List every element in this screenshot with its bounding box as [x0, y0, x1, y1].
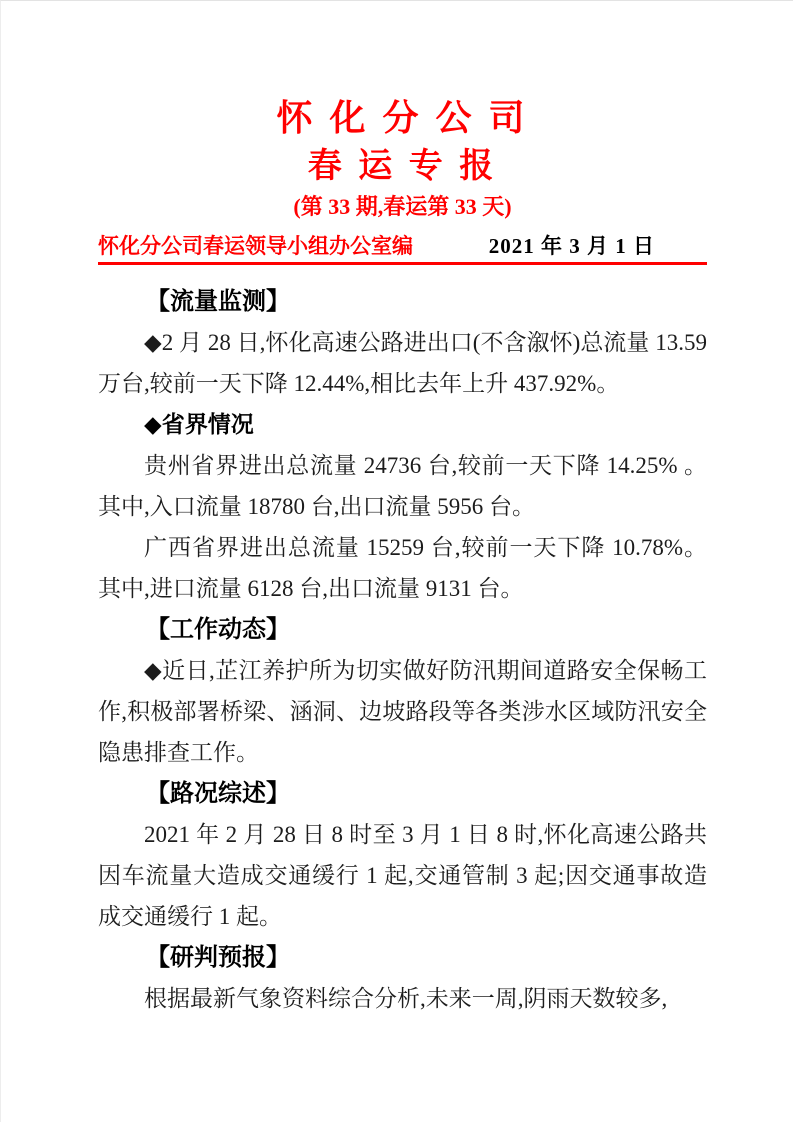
paragraph: 2021 年 2 月 28 日 8 时至 3 月 1 日 8 时,怀化高速公路共因车流量大造成交通缓行 1 起,交通管制 3 起;因交通事故造成交通缓行 1 起。 — [98, 822, 707, 929]
subheading-provincial-border: ◆省界情况 — [144, 412, 254, 437]
editor-office-label: 怀化分公司春运领导小组办公室编 — [98, 234, 413, 258]
publish-date: 2021 年 3 月 1 日 — [488, 234, 655, 258]
report-title: 春 运 专 报 — [307, 148, 498, 185]
issue-line: (第 33 期,春运第 33 天) — [293, 194, 512, 219]
masthead — [98, 233, 707, 259]
paragraph: ◆近日,芷江养护所为切实做好防汛期间道路安全保畅工作,积极部署桥梁、涵洞、边坡路段等各类涉水区域防汛安全隐患排查工作。 — [98, 658, 707, 765]
red-divider-rule — [98, 262, 707, 265]
report-header — [98, 95, 707, 221]
paragraph: 贵州省界进出总流量 24736 台,较前一天下降 14.25% 。其中,入口流量 18780 台,出口流量 5956 台。 — [98, 453, 707, 519]
paragraph: 根据最新气象资料综合分析,未来一周,阴雨天数较多, — [144, 986, 668, 1011]
section-heading-work-updates: 【工作动态】 — [146, 616, 290, 643]
section-heading-road-conditions: 【路况综述】 — [146, 780, 290, 807]
report-body — [98, 281, 707, 1019]
paragraph: 广西省界进出总流量 15259 台,较前一天下降 10.78%。其中,进口流量 6128 台,出口流量 9131 台。 — [98, 535, 707, 601]
paragraph: ◆2 月 28 日,怀化高速公路进出口(不含溆怀)总流量 13.59 万台,较前一天下降 12.44%,相比去年上升 437.92%。 — [98, 330, 707, 396]
company-title: 怀 化 分 公 司 — [276, 98, 529, 138]
section-heading-traffic-monitoring: 【流量监测】 — [146, 288, 290, 315]
section-heading-forecast: 【研判预报】 — [146, 944, 290, 971]
